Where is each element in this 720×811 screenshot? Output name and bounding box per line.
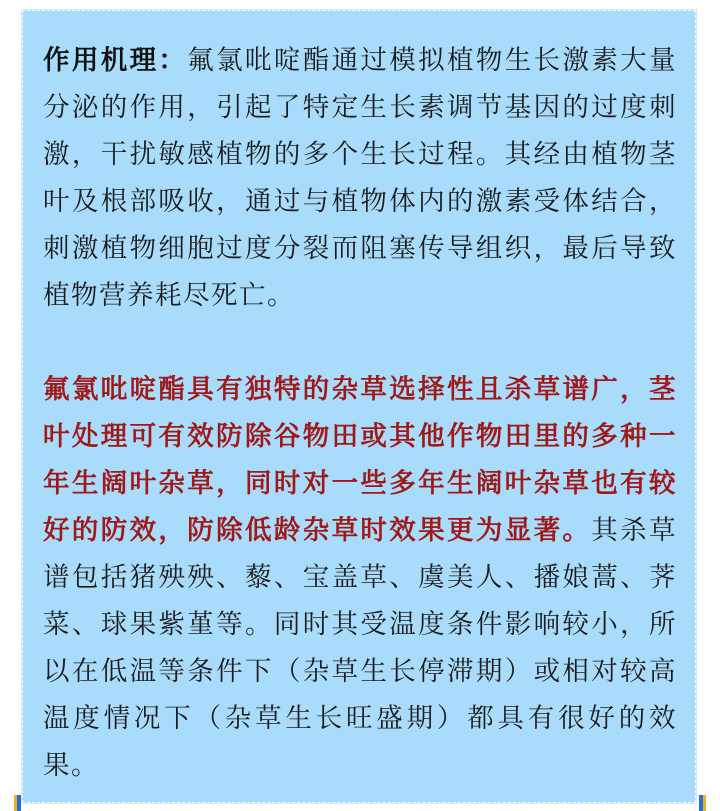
mechanism-label: 作用机理： [43,45,188,76]
mechanism-text: 氟氯吡啶酯通过模拟植物生长激素大量分泌的作用，引起了特定生长素调节基因的过度刺激，干扰敏感植物的多个生长过程。其经由植物茎叶及根部吸收，通过与植物体内的激素受体结合，刺激植物细胞过度分裂而阻塞传导组织，最后导致植物营养耗尽死亡。 [43,45,678,311]
features-paragraph [43,366,677,789]
corner-decoration-right [699,795,706,811]
features-text: 其杀草谱包括猪殃殃、藜、宝盖草、虞美人、播娘蒿、荠菜、球果紫堇等。同时其受温度条件影响较小，所以在低温等条件下（杂草生长停滞期）或相对较高温度情况下（杂草生长旺盛期）都具有很好的效果。 [43,515,678,781]
article-body [43,37,677,789]
mechanism-paragraph [43,37,677,319]
corner-decoration-left [14,795,21,811]
content-panel [22,10,696,803]
features-highlight: 氟氯吡啶酯具有独特的杂草选择性且杀草谱广，茎叶处理可有效防除谷物田或其他作物田里的多种一年生阔叶杂草，同时对一些多年生阔叶杂草也有较好的防效，防除低龄杂草时效果更为显著。 [43,374,677,546]
